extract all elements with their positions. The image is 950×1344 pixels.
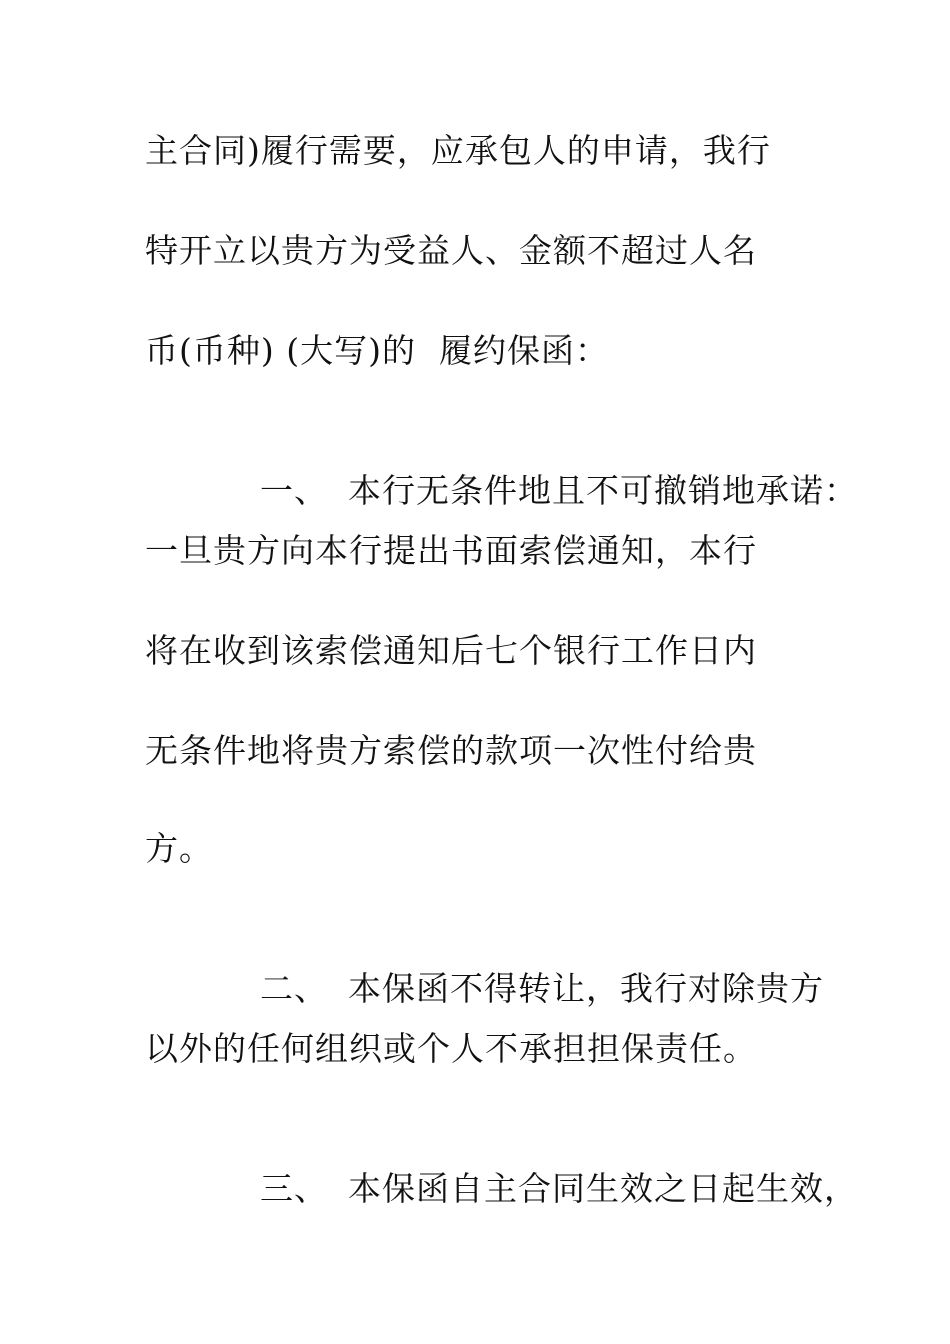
body-line-2: 特开立以贵方为受益人、金额不超过人名: [145, 231, 757, 270]
body-line-3: 币(币种) (大写)的 履约保函：: [145, 331, 609, 370]
clause-3: [214, 1129, 858, 1249]
clause-1-number: 一、: [259, 471, 328, 510]
clause-2-text: 本保函不得转让，我行对除贵方: [347, 969, 824, 1008]
clause-2-number: 二、: [259, 969, 328, 1008]
body-line-8: 以外的任何组织或个人不承担担保责任。: [145, 1029, 757, 1068]
body-line-4: 一旦贵方向本行提出书面索偿通知，本行: [145, 531, 757, 570]
clause-3-number: 三、: [259, 1169, 328, 1208]
body-line-6: 无条件地将贵方索偿的款项一次性付给贵: [145, 731, 757, 770]
clause-3-text: 本保函自主合同生效之日起生效，: [347, 1169, 858, 1208]
body-line-1: 主合同)履行需要，应承包人的申请，我行: [145, 131, 771, 170]
body-line-7: 方。: [145, 829, 213, 868]
body-line-5: 将在收到该索偿通知后七个银行工作日内: [145, 631, 757, 670]
clause-1-text: 本行无条件地且不可撤销地承诺：: [347, 471, 858, 510]
